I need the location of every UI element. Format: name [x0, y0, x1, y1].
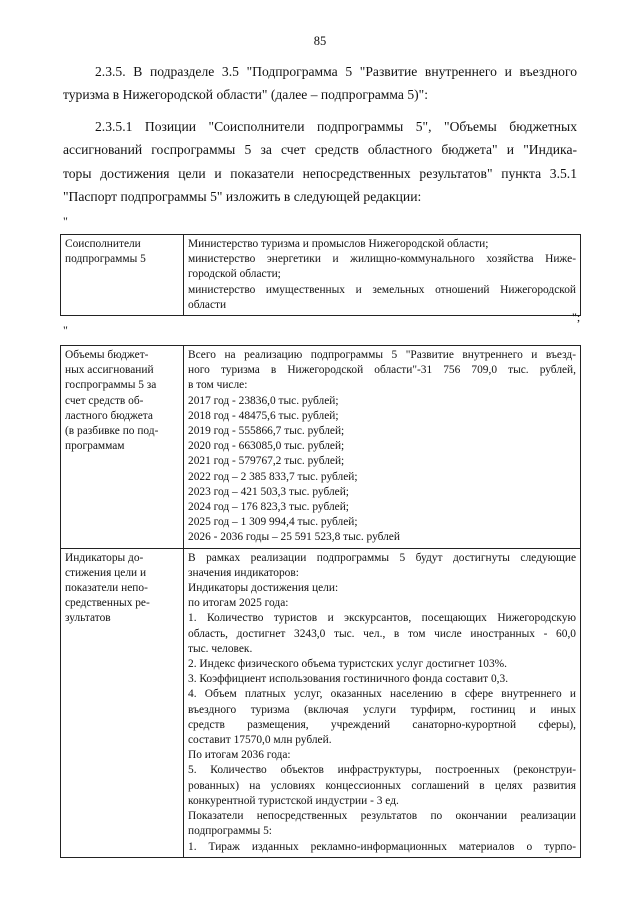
intro-line: 2.3.5. В подразделе 3.5 "Подпрограмма 5 "Развитие внутреннего и въездного — [95, 64, 577, 79]
label-line: показатели непо- — [65, 582, 148, 595]
clause-line: "Паспорт подпрограммы 5" изложить в следующей редакции: — [63, 188, 422, 204]
content-line: в том числе: — [188, 379, 248, 392]
clause-line: 2.3.5.1 Позиции "Соисполнители подпрограммы 5", "Объемы бюджетных — [95, 119, 577, 134]
passport-table — [60, 345, 581, 858]
closing-quote: "; — [572, 310, 581, 324]
content-line: 2019 год - 555866,7 тыс. рублей; — [188, 425, 345, 438]
opening-quote: " — [63, 323, 68, 337]
table-row — [61, 548, 581, 857]
table-content-cell — [184, 346, 581, 549]
label-line: ластного бюджета — [65, 409, 153, 422]
content-line: 2022 год – 2 385 833,7 тыс. рублей; — [188, 470, 358, 483]
content-line: 2018 год - 48475,6 тыс. рублей; — [188, 409, 339, 422]
content-line: 3. Коэффициент использования гостиничного фонда составит 0,3. — [188, 673, 509, 686]
content-line: По итогам 2036 года: — [188, 749, 291, 762]
content-line: въездного туризма (включая услуги турфирм, гостиниц и иных — [188, 703, 576, 716]
content-line: 2023 год – 421 503,3 тыс. рублей; — [188, 485, 349, 498]
table-label-cell — [61, 548, 184, 857]
content-line: составит 17570,0 млн рублей. — [188, 734, 332, 747]
content-line: рованных) на условиях концессионных соглашений в целях развития — [188, 779, 576, 792]
table-content-cell — [184, 235, 581, 316]
clause-line: ассигнований госпрограммы 5 за счет средств областного бюджета" и "Индика- — [63, 142, 577, 158]
content-line: Показатели непосредственных результатов по окончании реализации — [188, 810, 576, 823]
content-line: 1. Количество туристов и экскурсантов, посещающих Нижегородскую — [188, 612, 576, 625]
content-line: Индикаторы достижения цели: — [188, 582, 339, 595]
content-line: 2024 год – 176 823,3 тыс. рублей; — [188, 501, 349, 514]
co-executors-table — [60, 234, 581, 316]
content-line: Всего на реализацию подпрограммы 5 "Развитие внутреннего и въезд- — [188, 349, 576, 361]
clause-paragraph — [63, 115, 577, 208]
table-label-cell — [61, 346, 184, 549]
content-line: области — [188, 298, 227, 311]
content-line: тыс. человек. — [188, 642, 253, 655]
content-line: значения индикаторов: — [188, 566, 299, 579]
content-line: 2025 год – 1 309 994,4 тыс. рублей; — [188, 516, 358, 529]
content-line: ного туризма в Нижегородской области"-31 756 709,0 тыс. рублей, — [188, 364, 576, 377]
clause-line: торы достижения цели и показатели непосредственных результатов" пункта 3.5.1 — [63, 165, 577, 181]
content-line: 2026 - 2036 годы – 25 591 523,8 тыс. рублей — [188, 531, 400, 544]
label-line: стижения цели и — [65, 566, 147, 579]
content-line: 2. Индекс физического объема туристских услуг достигнет 103%. — [188, 658, 508, 671]
opening-quote: " — [63, 214, 68, 228]
label-line: Объемы бюджет- — [65, 349, 149, 361]
content-line: область, достигнет 3243,0 тыс. чел., в том числе иностранных - 60,0 — [188, 627, 576, 640]
content-line: 2020 год - 663085,0 тыс. рублей; — [188, 440, 345, 453]
content-line: 5. Количество объектов инфраструктуры, построенных (реконструи- — [188, 764, 576, 777]
label-line: ных ассигнований — [65, 364, 154, 377]
label-line: Соисполнители — [65, 238, 141, 250]
label-line: средственных ре- — [65, 597, 150, 610]
label-line: счет средств об- — [65, 394, 144, 407]
content-line: 2021 год - 579767,2 тыс. рублей; — [188, 455, 345, 468]
content-line: министерство имущественных и земельных отношений Нижегородской — [188, 283, 576, 296]
label-line: (в разбивке по под- — [65, 425, 159, 438]
table-label-cell — [61, 235, 184, 316]
table-row — [61, 235, 581, 316]
content-line: городской области; — [188, 268, 281, 281]
table-content-cell — [184, 548, 581, 857]
label-line: Индикаторы до- — [65, 551, 144, 564]
content-line: конкурентной туристской индустрии - 3 ед. — [188, 794, 399, 807]
intro-line: туризма в Нижегородской области" (далее – подпрограмма 5)": — [63, 87, 428, 103]
content-line: средств размещения, учреждений санаторно-курортной сферы), — [188, 718, 576, 731]
label-line: зультатов — [65, 612, 111, 625]
table-row — [61, 346, 581, 549]
content-line: В рамках реализации подпрограммы 5 будут достигнуты следующие — [188, 551, 576, 564]
content-line: 1. Тираж изданных рекламно-информационных материалов о турпо- — [188, 840, 576, 853]
content-line: 2017 год - 23836,0 тыс. рублей; — [188, 394, 339, 407]
page-number: 85 — [313, 34, 327, 48]
content-line: 4. Объем платных услуг, оказанных населению в сфере внутреннего и — [188, 688, 576, 701]
label-line: программам — [65, 440, 125, 453]
content-line: по итогам 2025 года: — [188, 597, 289, 610]
content-line: министерство энергетики и жилищно-коммунального хозяйства Ниже- — [188, 253, 576, 266]
content-line: подпрограммы 5: — [188, 825, 272, 838]
label-line: госпрограммы 5 за — [65, 379, 157, 392]
label-line: подпрограммы 5 — [65, 253, 146, 266]
content-line: Министерство туризма и промыслов Нижегородской области; — [188, 238, 489, 250]
intro-paragraph — [63, 60, 577, 107]
